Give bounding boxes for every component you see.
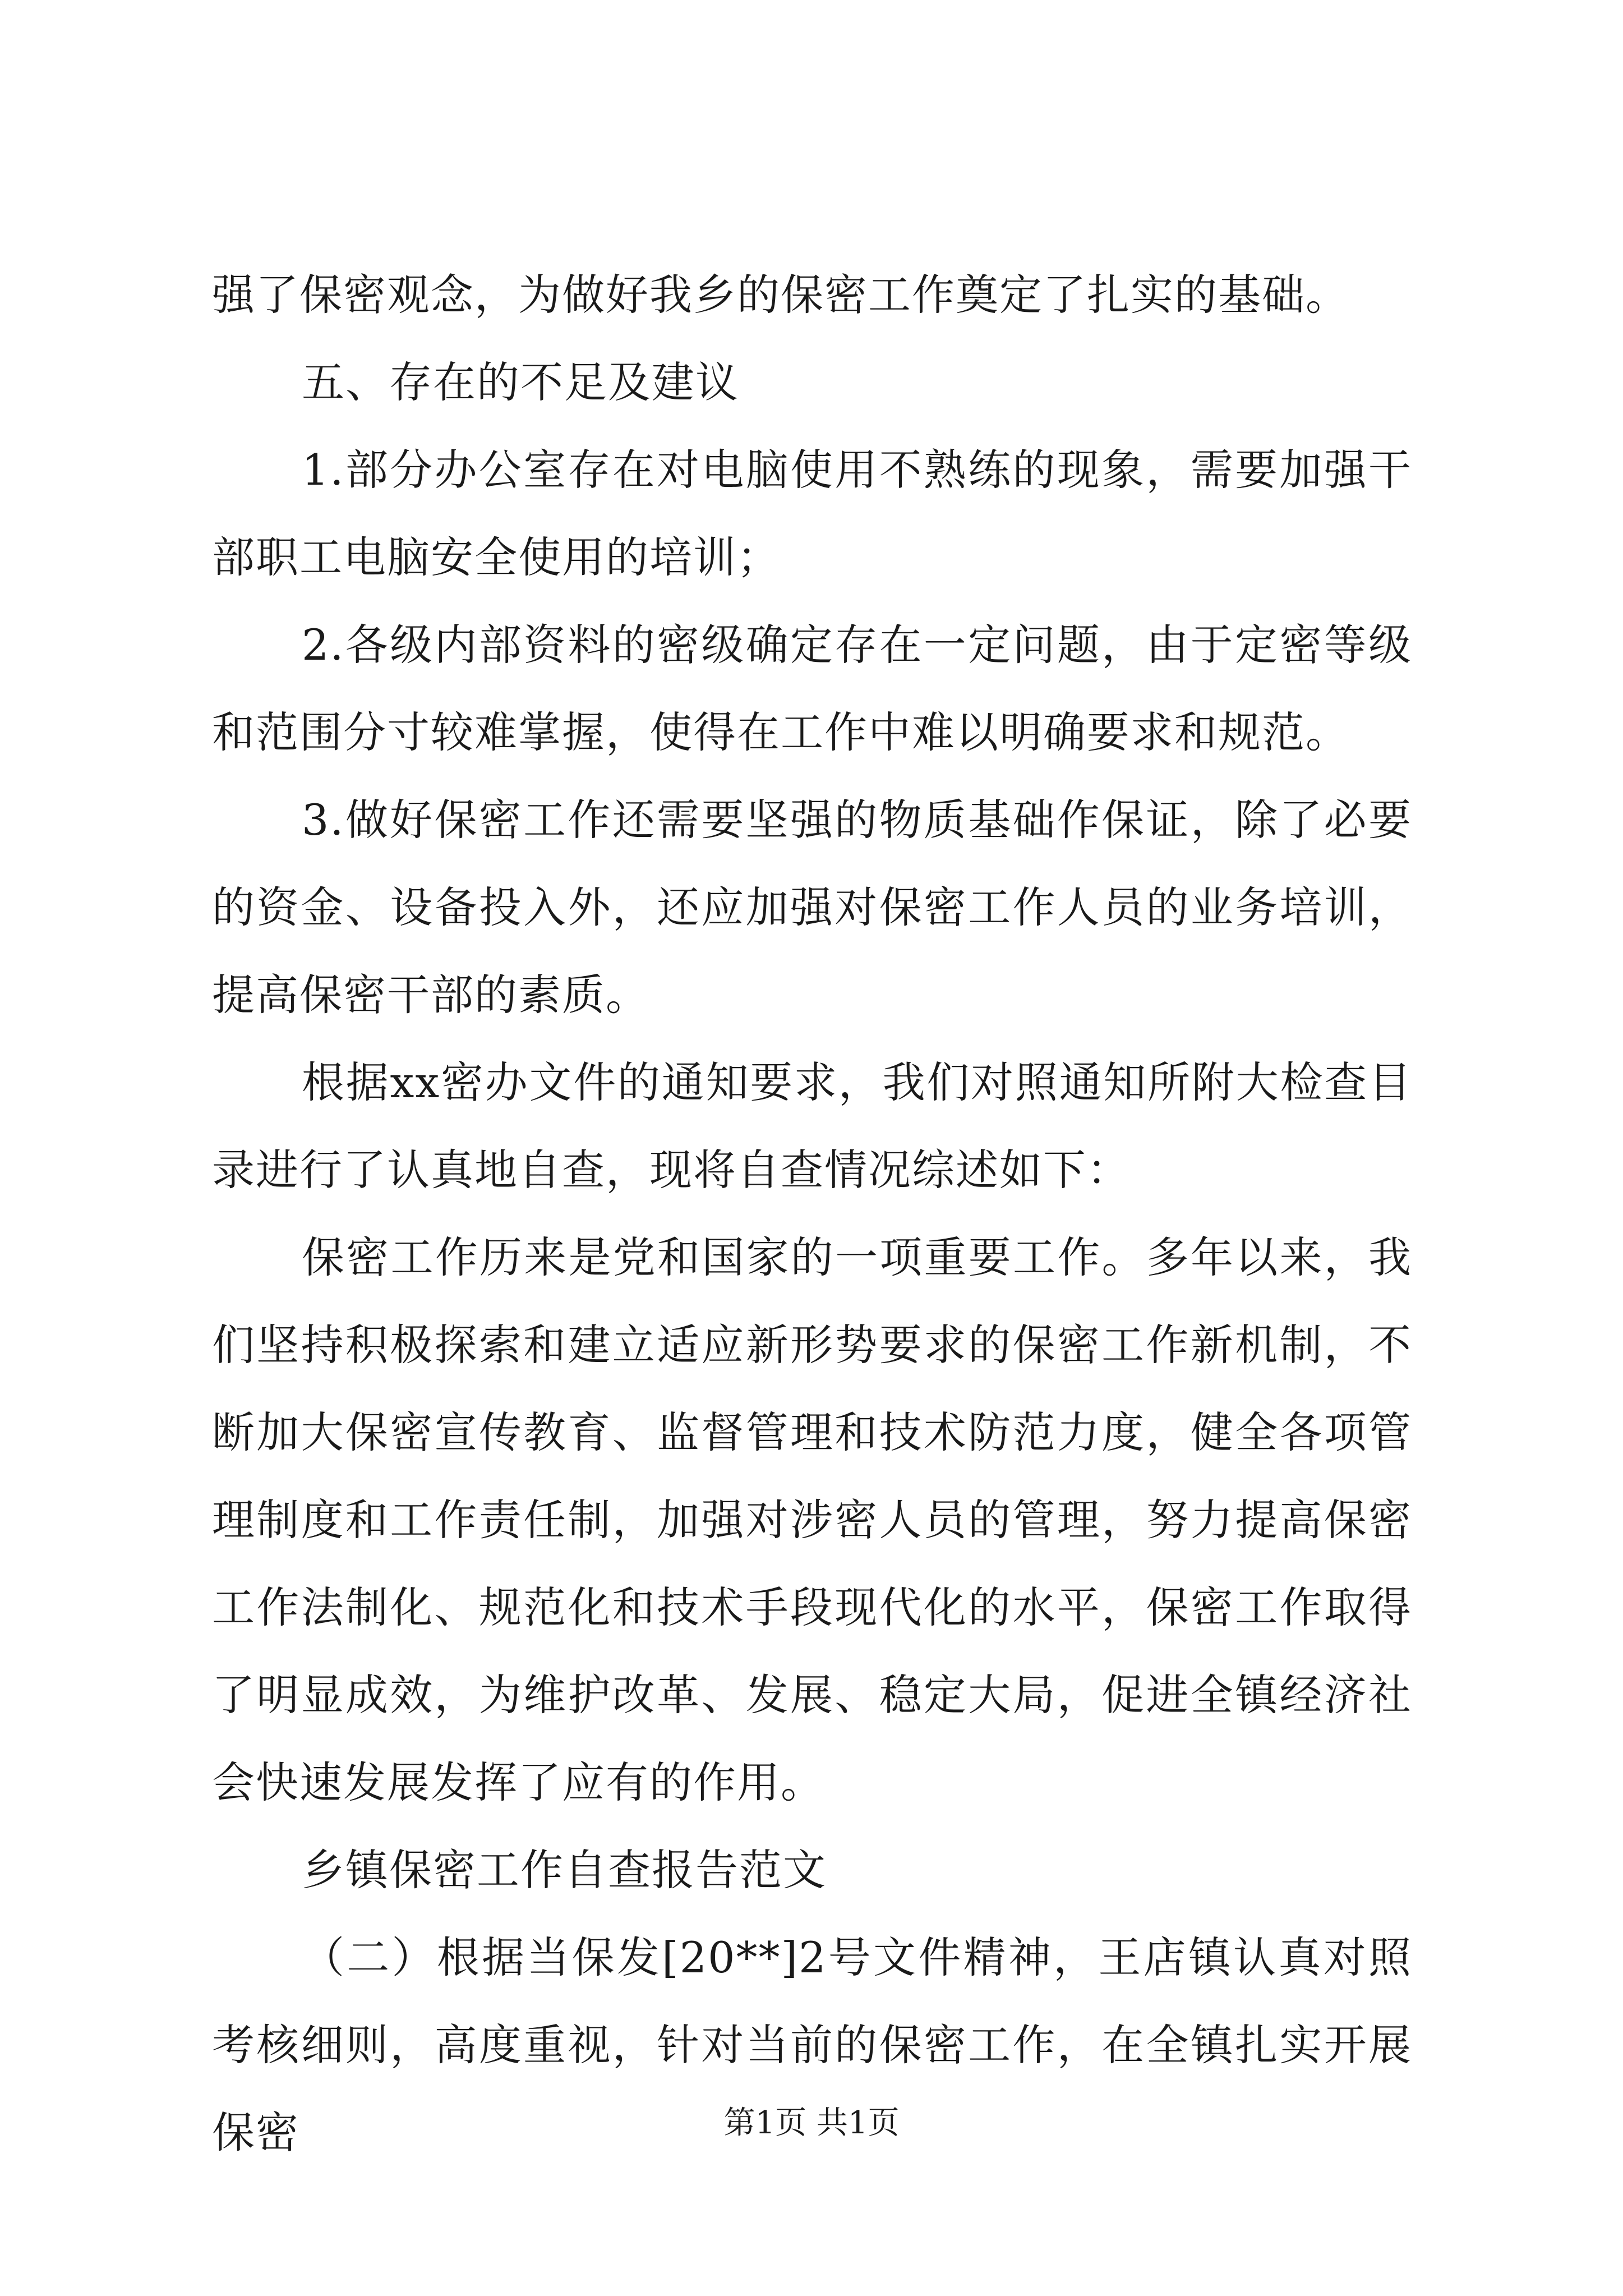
- paragraph-intro: 根据xx密办文件的通知要求，我们对照通知所附大检查目录进行了认真地自查，现将自查情况综述如下：: [212, 1057, 1412, 1195]
- page-footer: 第1页 共1页: [723, 2105, 900, 2141]
- section-heading: 五、存在的不足及建议: [302, 357, 739, 407]
- paragraph-item-1: 1.部分办公室存在对电脑使用不熟练的现象，需要加强干部职工电脑安全使用的培训；: [212, 445, 1412, 582]
- document-subtitle: 乡镇保密工作自查报告范文: [302, 1845, 827, 1895]
- document-body: [212, 251, 1412, 2177]
- paragraph-item-3: 3.做好保密工作还需要坚强的物质基础作保证，除了必要的资金、设备投入外，还应加强对保密工作人员的业务培训，提高保密干部的素质。: [212, 795, 1412, 1020]
- paragraph-continuation: 强了保密观念，为做好我乡的保密工作奠定了扎实的基础。: [212, 270, 1349, 320]
- paragraph-item-2: 2.各级内部资料的密级确定存在一定问题，由于定密等级和范围分寸较难掌握，使得在工作中难以明确要求和规范。: [212, 620, 1412, 757]
- paragraph-main: 保密工作历来是党和国家的一项重要工作。多年以来，我们坚持积极探索和建立适应新形势要求的保密工作新机制，不断加大保密宣传教育、监督管理和技术防范力度，健全各项管理制度和工作责任制，加强对涉密人员的管理，努力提高保密工作法制化、规范化和技术手段现代化的水平，保密工作取得了明显成效，为维护改革、发展、稳定大局，促进全镇经济社会快速发展发挥了应有的作用。: [212, 1232, 1412, 1807]
- paragraph-section-2: （二）根据当保发[20**]2号文件精神，王店镇认真对照考核细则，高度重视，针对当前的保密工作，在全镇扎实开展保密: [212, 1932, 1412, 2157]
